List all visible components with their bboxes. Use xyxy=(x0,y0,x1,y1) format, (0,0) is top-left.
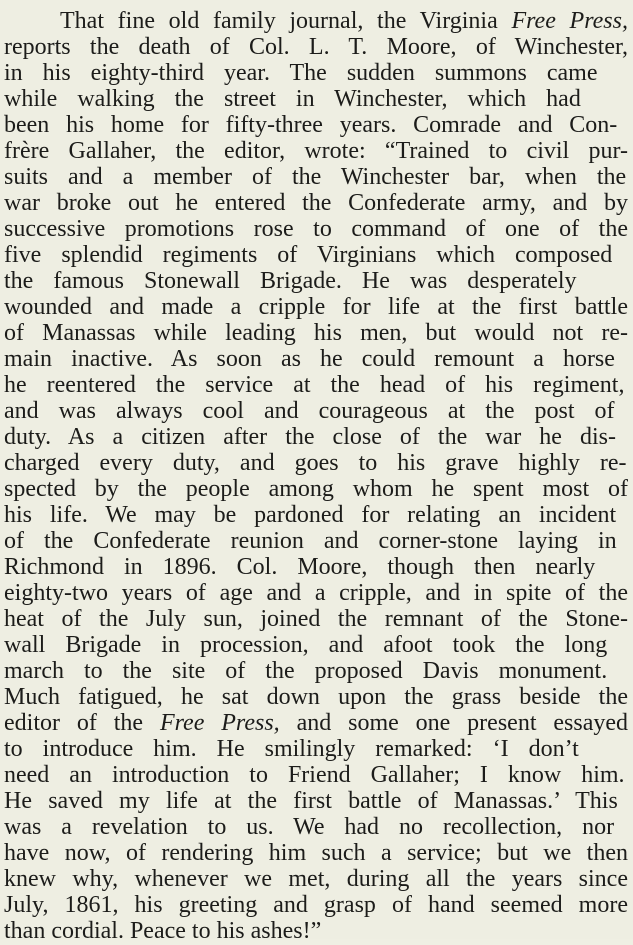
text-segment: was a revelation to us. We had no recollection, nor xyxy=(4,814,615,840)
text-segment: while walking the street in Winchester, which had xyxy=(4,86,581,112)
text-line xyxy=(4,112,628,139)
text-line xyxy=(4,398,628,425)
text-segment: his life. We may be pardoned for relating an incident xyxy=(4,502,617,528)
text-segment: knew why, whenever we met, during all the years since xyxy=(4,866,628,892)
text-segment: suits and a member of the Winchester bar, when the xyxy=(4,164,627,190)
text-segment: been his home for fifty-three years. Comrade and Con- xyxy=(4,112,618,138)
text-line xyxy=(4,632,628,659)
text-line xyxy=(4,762,628,789)
text-line xyxy=(4,164,628,191)
text-segment: five splendid regiments of Virginians which composed xyxy=(4,242,613,268)
text-line xyxy=(4,736,628,763)
text-line xyxy=(4,138,628,165)
text-line xyxy=(60,8,628,35)
text-segment: need an introduction to Friend Gallaher; I know him. xyxy=(4,762,625,788)
text-segment: duty. As a citizen after the close of the war he dis- xyxy=(4,424,616,450)
text-segment: of Manassas while leading his men, but would not re- xyxy=(4,320,628,346)
text-segment: eighty-two years of age and a cripple, and in spite of the xyxy=(4,580,628,606)
text-line xyxy=(4,892,628,919)
text-line xyxy=(4,372,628,399)
text-line xyxy=(4,684,628,711)
text-segment: war broke out he entered the Confederate army, and by xyxy=(4,190,628,216)
text-segment: than cordial. Peace to his ashes!” xyxy=(4,918,322,944)
text-segment: to introduce him. He smilingly remarked: ‘I don’t xyxy=(4,736,579,762)
text-segment: Much fatigued, he sat down upon the grass beside the xyxy=(4,684,628,710)
text-segment: and was always cool and courageous at the post of xyxy=(4,398,615,424)
text-line xyxy=(4,86,628,113)
text-line xyxy=(4,216,628,243)
italic-text-segment: Free Press, xyxy=(159,710,280,736)
text-segment: editor of the xyxy=(4,710,160,736)
text-segment: charged every duty, and goes to his grave highly re- xyxy=(4,450,627,476)
text-line xyxy=(4,918,628,945)
text-line xyxy=(4,450,628,477)
text-line xyxy=(4,814,628,841)
text-segment: in his eighty-third year. The sudden summons came xyxy=(4,60,598,86)
text-line xyxy=(4,320,628,347)
italic-text-segment: Free Press, xyxy=(511,8,628,34)
text-line xyxy=(4,866,628,893)
text-line xyxy=(4,788,628,815)
text-segment: heat of the July sun, joined the remnant of the Stone- xyxy=(4,606,628,632)
text-line xyxy=(4,606,628,633)
text-line xyxy=(4,268,628,295)
text-segment: reports the death of Col. L. T. Moore, of Winchester, xyxy=(4,34,628,60)
text-line xyxy=(4,60,628,87)
text-segment: He saved my life at the first battle of Manassas.’ This xyxy=(4,788,618,814)
text-segment: of the Confederate reunion and corner-stone laying in xyxy=(4,528,617,554)
text-line xyxy=(4,294,628,321)
text-line xyxy=(4,528,628,555)
text-segment: and some one present essayed xyxy=(279,710,628,736)
text-segment: successive promotions rose to command of one of the xyxy=(4,216,628,242)
text-segment: have now, of rendering him such a service; but we then xyxy=(4,840,628,866)
text-line xyxy=(4,346,628,373)
text-line xyxy=(4,840,628,867)
text-segment: wounded and made a cripple for life at the first battle xyxy=(4,294,628,320)
text-segment: July, 1861, his greeting and grasp of hand seemed more xyxy=(4,892,628,918)
text-segment: he reentered the service at the head of his regiment, xyxy=(4,372,625,398)
text-line xyxy=(4,580,628,607)
text-line xyxy=(4,476,628,503)
text-segment: spected by the people among whom he spent most of xyxy=(4,476,628,502)
text-segment: march to the site of the proposed Davis monument. xyxy=(4,658,608,684)
text-segment: frère Gallaher, the editor, wrote: “Trained to civil pur- xyxy=(4,138,628,164)
text-segment: the famous Stonewall Brigade. He was desperately xyxy=(4,268,577,294)
text-segment: main inactive. As soon as he could remount a horse xyxy=(4,346,615,372)
text-line xyxy=(4,34,628,61)
text-line xyxy=(4,554,628,581)
text-line xyxy=(4,502,628,529)
text-segment: That fine old family journal, the Virginia xyxy=(60,8,512,34)
text-line xyxy=(4,242,628,269)
text-segment: Richmond in 1896. Col. Moore, though then nearly xyxy=(4,554,596,580)
text-line xyxy=(4,424,628,451)
text-line xyxy=(4,658,628,685)
text-line xyxy=(4,190,628,217)
text-line xyxy=(4,710,628,737)
text-segment: wall Brigade in procession, and afoot took the long xyxy=(4,632,608,658)
